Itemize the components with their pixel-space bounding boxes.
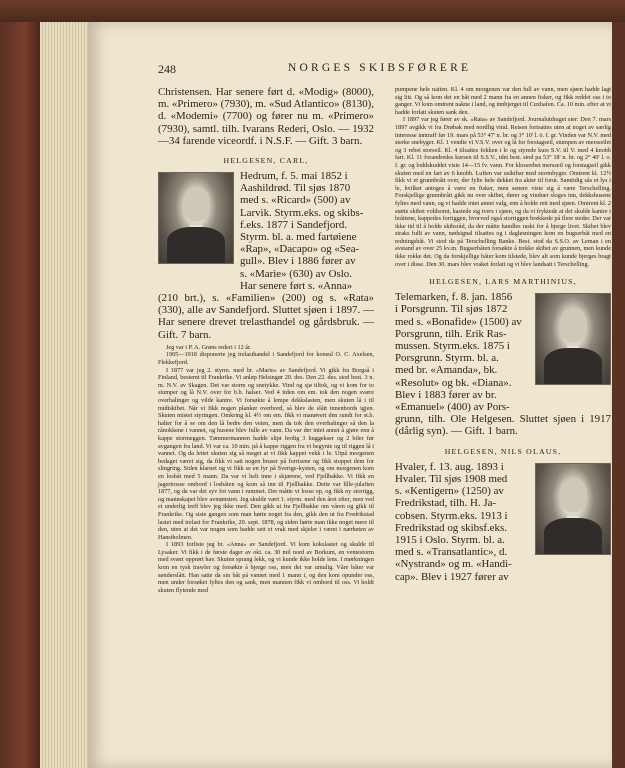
entry-line: mussen. Styrm.eks. 1875 i — [395, 340, 510, 353]
entry-nils — [395, 461, 611, 583]
entry-carl — [158, 170, 374, 341]
entry-line: Har senere ført s. «Anna» — [240, 279, 353, 292]
page-edges — [40, 22, 88, 768]
entry-line: f.eks. 1877 i Sandefjord. — [240, 218, 348, 231]
entry-line: cobsen. Styrm.eks. 1913 i — [395, 509, 508, 522]
entry-line: Larvik. Styrm.eks. og skibs- — [240, 206, 364, 219]
entry-line: Styrm. bl. a. med fartøiene — [240, 231, 357, 244]
entry-line: 1915 i Oslo. Styrm. bl. a. — [395, 533, 505, 546]
entry-line: «Nystrand» og m. «Handi- — [395, 558, 512, 571]
intro-paragraph: Christensen. Har senere ført d. «Modig» (8000), m. «Primero» (7930), m. «Sud Atlantico» (8130), d. «Modemi» (7700) og fører nu m. «Primero» (7930), samtl. tilh. Ivarans Rederi, Oslo. — 1932—34 farende viceordf. i N.S.F. — Gift. 3 barn. — [158, 86, 374, 147]
book-cover-top — [0, 0, 625, 22]
portrait-photo — [158, 172, 234, 264]
entry-line: med s. «Bonafide» (1500) av — [395, 315, 522, 328]
book-cover-left — [0, 22, 40, 768]
right-column — [395, 86, 611, 583]
entry-line: gull». Blev i 1886 fører av — [240, 255, 356, 268]
entry-name-lars: HELGESEN, LARS MARTHINIUS, — [429, 277, 577, 287]
entry-line: s. «Marie» (630) av Oslo. — [240, 267, 352, 280]
entry-line: «Resolut» og bk. «Diana». — [395, 376, 512, 389]
book-cover-right — [612, 22, 625, 768]
running-title: NORGES SKIBSFØRERE — [288, 62, 472, 74]
small-paragraph: I 1893 forliste jeg br. «Anna» av Sandefjord. Vi kom kokslastet og skulde til Lysaker. Vi fikk i de første dager av okt. ca. 30 mil nord av Borkum, en ventestorm med svært opprørt hav. Skuten sprang lekk, og vi kunde ikke holde lens. I mørkningen kom en tysk trawler og forsøkte å bjerge oss, men det var umulig. Våre båter var sønderslått. Han satte da sin båt på vannet med 1 mann i, og den kom opunder oss, men under forsøket fyltes den og sank, men mannen fikk vi ombord til oss. Vi holdt skuten flytende med — [158, 541, 374, 594]
entry-rest: grunn, tilh. Ole Helgesen. Sluttet sjøen i 1917 (dårlig syn). — Gift. 1 barn. — [395, 413, 611, 438]
entry-line: Fredrikstad og skibsf.eks. — [395, 521, 507, 534]
portrait-photo — [535, 293, 611, 385]
portrait-photo — [535, 463, 611, 555]
small-paragraph: I 1897 var jeg fører av sk. «Rata» av Sandefjord. Journalutdraget sier: Den 7. mars 1897 avgikk vi fra Drøbak med nordlig vind. Reisen fortsattes uten at noget av særlig interesse inntraff før 19. mars på 53° 47' n. br. og 3° 10' l. ö. f. gr. Vinden var N.V. med sterke snebyger. Kl. 1 vendte vi V.S.V. over og lå for forstagseil, stumpen av mersseilet og 3 rebet storseil. Kl. 4 tilsattes fokken i le og styrede kurs S.V. til V. med 4 knobb fart. Kl. 11 forandredes kursen til S.S.V., idet best. stod pa 53° 18' n. br. og 2° 40' l. o. f. gr. og loddskuddet viste 14—15 fv. vann. For klossrebet mersseil og forstagseil gikk skuten med en fart av 6 knobb. Luften var usiktbar med stormbyger. Omtrent kl. 12½ fikk vi et grunnbrått over, der fylte hele dekket fra akter til forut. Samtidig sås et lys i le, hvilket antoges å være en fisker, men senere viste sig å være Terschelling. Forskjellige grunnbrått gikk nu over skibet, dører og vinduer sloges inn, dekkshusene fyltes med vann, og vi hadde intet annet valg, enn å holde rett med sjøen. Omtrent kl. 2 støtte skibet voldsomt, kastede sig tvers i sjøen, og da vi fryktede at det skulde kantre i bråttene, kappedes forriggen, hvorved også storriggen brekkede på flere steder. Der var ikke tid til å holde skibsråd, da der måtte handles raskt for å bjerge livet. Skibet blev straks fullt av vann, nødsignal tilsattes og i dagløsningen kom en bugserbåt med en redningsbåt. Vi stod da på Terschelling Banke. Best. stod da S.S.O. av Leman i en avstand av over 25 kv.m. Bugserbåten forsøkte å trekke skibet av grunnen, men kunde ikke rokke det. Og da forskjellige båter kom tilstede, blev alt som kunde bjerges bragt over i disse. Den 30. mars blev vraket forlatt og vi blev landsatt i Terschelling. — [395, 116, 611, 268]
entry-line: i Porsgrunn. Til sjøs 1872 — [395, 303, 508, 316]
page-number: 248 — [158, 62, 176, 76]
entry-line: med br. «Amanda», bk. — [395, 364, 498, 377]
entry-line: s. «Kentigern» (1250) av — [395, 485, 504, 498]
entry-line: «Rap», «Dacapo» og «Sea- — [240, 243, 360, 256]
small-paragraph: Jeg var i P. A. Grøns rederi i 12 år. — [166, 343, 252, 351]
small-paragraph: pumpene hele natten. Kl. 4 om morgenen var den full av vann, men sjøen hadde lagt sig litt. Og så kom det en båt med 2 mann fra en annen fisker, og fikk reddet oss i to ganger. Vi kom omtrent nakne i land, og innbjerget til Cuxhafen. Ca. 10 min. efter at vi hadde forlatt skuten sank den. — [395, 86, 611, 116]
small-paragraph: 1905—1918 disponerte jeg trelasthandel i Sandefjord for konsul O. C. Axelsen, Flekkefjord. — [158, 351, 374, 367]
entry-name-carl: HELGESEN, CARL, — [223, 156, 309, 166]
page-header — [158, 62, 598, 78]
entry-line: Porsgrunn, tilh. Erik Ras- — [395, 327, 507, 340]
entry-rest: (210 brt.), s. «Familien» (200) og s. «Rata» (330), alle av Sandefjord. Sluttet sjøen i 1897. — Har senere drevet trelasthandel og gårdsbruk. — Gift. 7 barn. — [158, 292, 374, 341]
entry-line: Hvaler. Til sjøs 1908 med — [395, 472, 508, 485]
book-page — [88, 22, 612, 768]
entry-line: med s. «Transatlantic», d. — [395, 546, 508, 559]
small-paragraph: I 1877 var jeg 2. styrm. med br. «Marie» av Sandefjord. Vi gikk fra Borgså i Finland, bestemt til Frankrike. Vi anløp Helsingør 20. des. Den 22. des. stod best. 3 n. m. N.V. av Skagen. Det var storm og snetykke. Vind og sjø tiltok, og vi kom for to stumper og lå N.V. over for b.b. halser. Ved 4 tiden om em. tok den nogen svære overhalinger og vilde kantre. Vi forsøkte å lempe dekkslasten, men skuten lå i til midtskibet. Når vi fikk nogen planker overbord, så blev de slått innenbords igjen. Skuten mistet styringen. Omkring kl. 4½ om em. fikk vi manøvert den rundt for st.b. halter for å se om den lå bedre den veien, men da tok den overhalinger så den la rånokkene i vannet, og husene blev fulle av vann. Da var der intet annet å gjøre enn å kappe stormeggen. Tømmermannen hadde slipt ferdig 3 huggekser og 2 biler før avgangen fra land. Vi var ca. 10 min. på å kappe riggen fra vi begynte og til riggen lå i vannet. Og da lettet skuten sig så meget at vi fikk kappet vekk i le. Utpå morgenen bedaget været sig, da fikk vi satt nogen bruser på forrisene og fikk stoppet dem for slingring. Siden klarnet og vi fikk se en fyr på Sverige-kysten, og om morgenen kom en losbåt med 5 mann. Da var vi helt inne i skjærene, ved Fjellbakke. Vi fikk en jagertrosse ombord i losbåten og kom så inn til Fjellbakke. Dette var lille-julaften 1877, og da var det syv fot vann i rummet. Der måtte vi losse op, og fikk ny storrigg, og mannskapet blev avmønstret. Jeg skulde vært 1. styrm. med den året efter, men ved et underlig treff blev jeg ikke med. Den gikk ut fra Fjellbakke om våren og gikk til Frankrike. Og siste gangen som man hørte noget fra den, gikk den ut fra Fredrikstad lastet med trelast for Frankrike, 20. sept. 1878, og siden hørte man ikke noget mere til den, uten at det var nogen som hadde sett et vrak med skjeler i været i nærheten av Hanstholmen. — [158, 366, 374, 541]
left-column — [158, 86, 374, 594]
entry-name-nils: HELGESEN, NILS OLAUS, — [444, 446, 562, 456]
entry-line: cap». Blev i 1927 fører av — [395, 570, 509, 583]
entry-line: Fredrikstad, tilh. H. Ja- — [395, 497, 497, 510]
entry-line: Hedrum, f. 5. mai 1852 i — [240, 170, 348, 183]
entry-line: Telemarken, f. 8. jan. 1856 — [395, 291, 513, 304]
entry-line: Aashildrød. Til sjøs 1870 — [240, 182, 351, 195]
entry-line: med s. «Ricard» (500) av — [240, 194, 351, 207]
entry-line: «Emanuel» (400) av Pors- — [395, 401, 510, 414]
entry-lars — [395, 291, 611, 437]
entry-line: Porsgrunn. Styrm. bl. a. — [395, 352, 499, 365]
entry-line: Hvaler, f. 13. aug. 1893 i — [395, 460, 504, 473]
entry-line: Blev i 1883 fører av br. — [395, 388, 497, 401]
